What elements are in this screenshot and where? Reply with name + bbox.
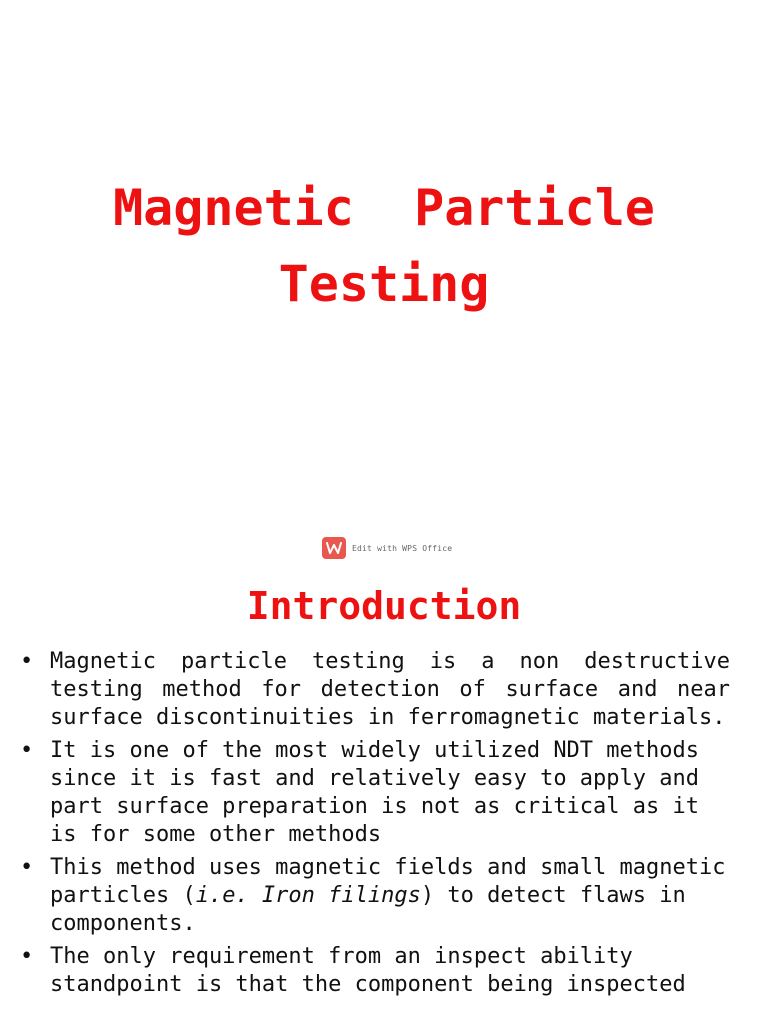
bullet-text: The only requirement from an inspect ability standpoint is that the component being inspected [50, 944, 686, 997]
bullet-list [0, 648, 768, 1004]
bullet-icon: • [20, 855, 34, 880]
bullet-item [0, 648, 768, 732]
slide-title: Magnetic Particle Testing [113, 179, 686, 313]
bullet-text: This method uses magnetic fields and small magnetic particles ( [50, 855, 726, 908]
section-heading: Introduction [246, 584, 522, 628]
wps-watermark-text: Edit with WPS Office [352, 543, 453, 553]
bullet-text: It is one of the most widely utilized NDT methods since it is fast and relatively easy to apply and part surface preparation is not as critical as it is for some other methods [50, 738, 700, 847]
bullet-icon: • [20, 649, 34, 674]
bullet-item [0, 854, 768, 938]
bullet-icon: • [20, 944, 34, 969]
bullet-text: Magnetic particle testing is a non destructive testing method for detection of surface and near surface discontinuities in ferromagnetic materials. [50, 649, 730, 730]
bullet-item [0, 943, 768, 999]
bullet-text: ) to detect flaws in components. [50, 883, 686, 936]
bullet-item [0, 737, 768, 849]
bullet-text-italic: i.e. Iron filings [195, 883, 421, 908]
bullet-icon: • [20, 738, 34, 763]
wps-watermark[interactable] [322, 537, 452, 559]
wps-office-logo-icon [322, 537, 346, 559]
